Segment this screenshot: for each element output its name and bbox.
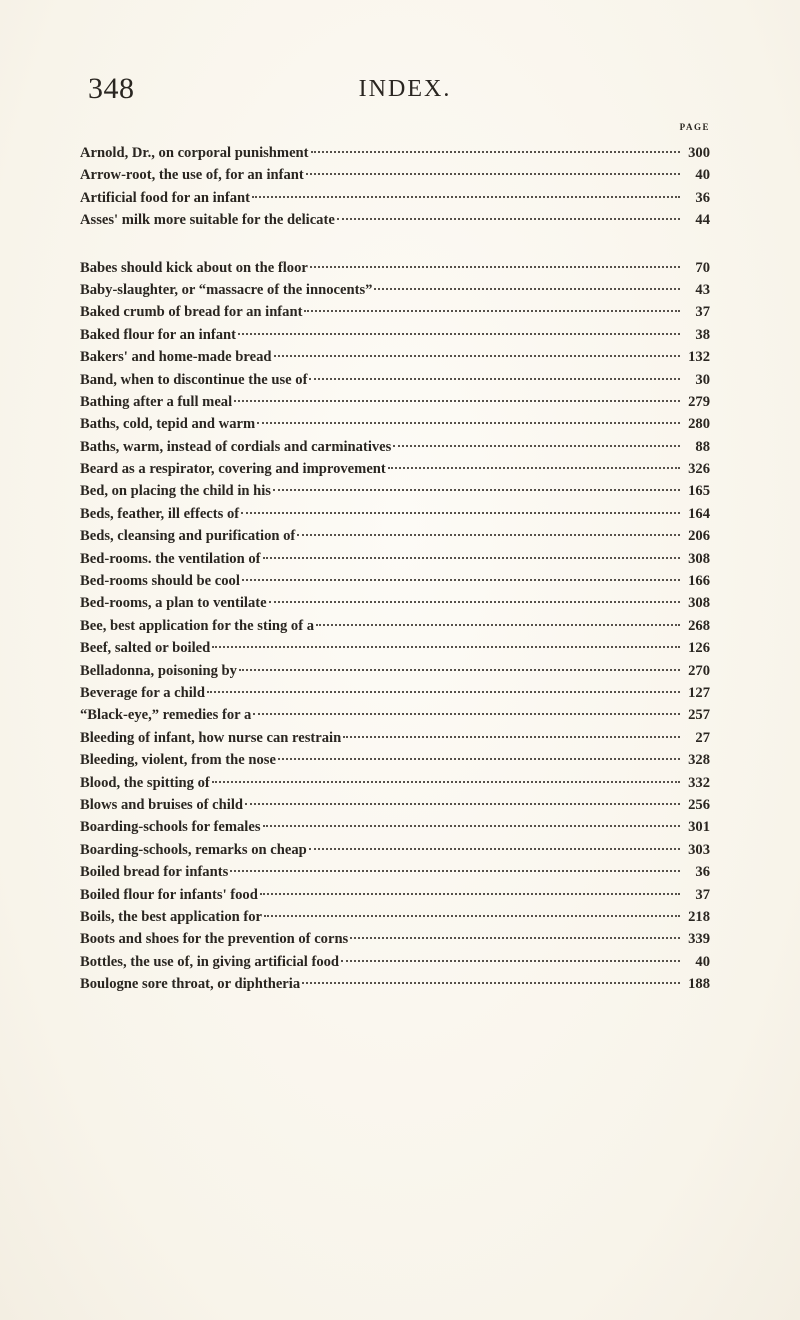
index-entry: [80, 884, 710, 906]
entry-term: Boiled flour for infants' food: [80, 886, 258, 903]
index-entry: [80, 749, 710, 771]
index-entry: [80, 480, 710, 502]
entry-term: Beard as a respirator, covering and improvement: [80, 461, 386, 478]
dot-leader: [311, 151, 680, 153]
index-entry: [80, 413, 710, 435]
entry-page-number: 280: [688, 416, 710, 433]
entry-term: Bed, on placing the child in his: [80, 483, 271, 500]
dot-leader: [316, 624, 680, 626]
entry-term: Bakers' and home-made bread: [80, 349, 272, 366]
entry-page-number: 188: [688, 976, 710, 993]
entry-page-number: 38: [695, 326, 710, 343]
entry-term: Blows and bruises of child: [80, 796, 244, 813]
index-entry: [80, 187, 710, 209]
entry-term: Boulogne sore throat, or diphtheria: [80, 976, 301, 993]
entry-term: Baked flour for an infant: [80, 326, 236, 343]
entry-term: Bed-rooms should be cool: [80, 573, 240, 590]
index-entry: [80, 548, 710, 570]
dot-leader: [239, 669, 680, 671]
dot-leader: [304, 310, 680, 312]
entry-term: Bottles, the use of, in giving artificial food: [80, 953, 340, 970]
index-entry: [80, 436, 710, 458]
index-entry: [80, 928, 710, 950]
index-entry: [80, 637, 710, 659]
entry-page-number: 308: [688, 595, 710, 612]
entry-term: Asses' milk more suitable for the delicate: [80, 212, 335, 229]
entry-term: Baths, cold, tepid and warm: [80, 416, 256, 433]
entry-page-number: 279: [688, 393, 710, 410]
entry-term: Baked crumb of bread for an infant: [80, 304, 303, 321]
entry-term: “Black-eye,” remedies for a: [80, 707, 252, 724]
entry-page-number: 218: [688, 908, 710, 925]
index-entry: [80, 951, 710, 973]
dot-leader: [309, 848, 680, 850]
entry-term: Arrow-root, the use of, for an infant: [80, 167, 304, 184]
dot-leader: [309, 378, 680, 380]
dot-leader: [207, 691, 680, 693]
dot-leader: [238, 333, 680, 335]
index-entry: [80, 794, 710, 816]
running-head: INDEX.: [358, 76, 452, 102]
entry-page-number: 44: [695, 212, 710, 229]
index-entry: [80, 727, 710, 749]
entry-page-number: 88: [695, 438, 710, 455]
dot-leader: [263, 825, 680, 827]
dot-leader: [274, 355, 681, 357]
dot-leader: [269, 601, 680, 603]
dot-leader: [343, 736, 680, 738]
dot-leader: [252, 196, 680, 198]
entry-page-number: 339: [688, 931, 710, 948]
dot-leader: [212, 781, 680, 783]
entry-page-number: 127: [688, 684, 710, 701]
dot-leader: [350, 937, 680, 939]
index-entry: [80, 660, 710, 682]
index-entry: [80, 839, 710, 861]
index-entry: [80, 704, 710, 726]
index-entry: [80, 279, 710, 301]
entry-page-number: 43: [695, 281, 710, 298]
entry-term: Bee, best application for the sting of a: [80, 617, 315, 634]
entry-term: Belladonna, poisoning by: [80, 662, 237, 679]
index-entry: [80, 503, 710, 525]
entry-term: Beds, feather, ill effects of: [80, 505, 240, 522]
entry-page-number: 166: [688, 573, 710, 590]
entry-term: Bed-rooms. the ventilation of: [80, 550, 261, 567]
entry-page-number: 27: [695, 729, 710, 746]
index-entry: [80, 164, 710, 186]
index-entry: [80, 346, 710, 368]
entry-term: Bathing after a full meal: [80, 393, 233, 410]
entry-page-number: 328: [688, 752, 710, 769]
entry-page-number: 40: [695, 953, 710, 970]
index-group: [80, 142, 710, 232]
entry-term: Beverage for a child: [80, 684, 205, 701]
dot-leader: [374, 288, 680, 290]
page-header: [88, 72, 710, 112]
entry-page-number: 36: [695, 864, 710, 881]
index-entry: [80, 369, 710, 391]
entry-page-number: 332: [688, 774, 710, 791]
entry-term: Beef, salted or boiled: [80, 640, 211, 657]
entry-term: Band, when to discontinue the use of: [80, 371, 308, 388]
page-column-label: PAGE: [679, 122, 710, 132]
index-entry: [80, 324, 710, 346]
dot-leader: [230, 870, 680, 872]
entry-page-number: 303: [688, 841, 710, 858]
index-entry: [80, 458, 710, 480]
index-entry: [80, 906, 710, 928]
dot-leader: [388, 467, 680, 469]
dot-leader: [241, 512, 680, 514]
entry-term: Bleeding of infant, how nurse can restrain: [80, 729, 342, 746]
index-entry: [80, 772, 710, 794]
index-entry: [80, 973, 710, 995]
entry-page-number: 30: [695, 371, 710, 388]
index-entry: [80, 142, 710, 164]
entry-page-number: 36: [695, 189, 710, 206]
entry-page-number: 308: [688, 550, 710, 567]
entry-page-number: 37: [695, 304, 710, 321]
entry-term: Bleeding, violent, from the nose: [80, 752, 276, 769]
entry-page-number: 257: [688, 707, 710, 724]
index-group: [80, 257, 710, 996]
dot-leader: [393, 445, 680, 447]
dot-leader: [253, 713, 680, 715]
entry-page-number: 206: [688, 528, 710, 545]
dot-leader: [310, 266, 680, 268]
entry-term: Artificial food for an infant: [80, 189, 250, 206]
entry-page-number: 326: [688, 461, 710, 478]
entry-term: Boarding-schools for females: [80, 819, 261, 836]
entry-page-number: 40: [695, 167, 710, 184]
index-entry: [80, 570, 710, 592]
index-entry: [80, 301, 710, 323]
entry-page-number: 37: [695, 886, 710, 903]
page-number: 348: [88, 72, 135, 105]
entry-term: Babes should kick about on the floor: [80, 259, 308, 276]
entry-term: Boarding-schools, remarks on cheap: [80, 841, 307, 858]
dot-leader: [263, 557, 680, 559]
index-entry: [80, 592, 710, 614]
entry-page-number: 132: [688, 349, 710, 366]
index-entries: [80, 142, 710, 995]
entry-term: Baby-slaughter, or “massacre of the innocents”: [80, 281, 373, 298]
dot-leader: [302, 982, 680, 984]
entry-term: Baths, warm, instead of cordials and carminatives: [80, 438, 392, 455]
entry-term: Beds, cleansing and purification of: [80, 528, 296, 545]
entry-page-number: 300: [688, 145, 710, 161]
entry-term: Boots and shoes for the prevention of corns: [80, 931, 349, 948]
entry-term: Boils, the best application for: [80, 908, 263, 925]
entry-page-number: 270: [688, 662, 710, 679]
index-entry: [80, 615, 710, 637]
index-entry: [80, 257, 710, 279]
dot-leader: [278, 758, 680, 760]
entry-term: Bed-rooms, a plan to ventilate: [80, 595, 267, 612]
dot-leader: [257, 422, 680, 424]
dot-leader: [264, 915, 680, 917]
entry-page-number: 268: [688, 617, 710, 634]
dot-leader: [245, 803, 680, 805]
entry-page-number: 164: [688, 505, 710, 522]
dot-leader: [234, 400, 680, 402]
index-entry: [80, 525, 710, 547]
dot-leader: [337, 218, 680, 220]
index-entry: [80, 682, 710, 704]
dot-leader: [212, 646, 680, 648]
entry-page-number: 126: [688, 640, 710, 657]
index-entry: [80, 391, 710, 413]
entry-term: Blood, the spitting of: [80, 774, 210, 791]
index-entry: [80, 209, 710, 231]
dot-leader: [273, 489, 680, 491]
dot-leader: [306, 173, 680, 175]
entry-term: Arnold, Dr., on corporal punishment: [80, 145, 309, 161]
entry-page-number: 256: [688, 796, 710, 813]
entry-page-number: 165: [688, 483, 710, 500]
dot-leader: [297, 534, 680, 536]
entry-term: Boiled bread for infants: [80, 864, 229, 881]
entry-page-number: 301: [688, 819, 710, 836]
dot-leader: [341, 960, 680, 962]
index-entry: [80, 861, 710, 883]
dot-leader: [242, 579, 680, 581]
index-entry: [80, 816, 710, 838]
dot-leader: [260, 893, 680, 895]
entry-page-number: 70: [695, 259, 710, 276]
